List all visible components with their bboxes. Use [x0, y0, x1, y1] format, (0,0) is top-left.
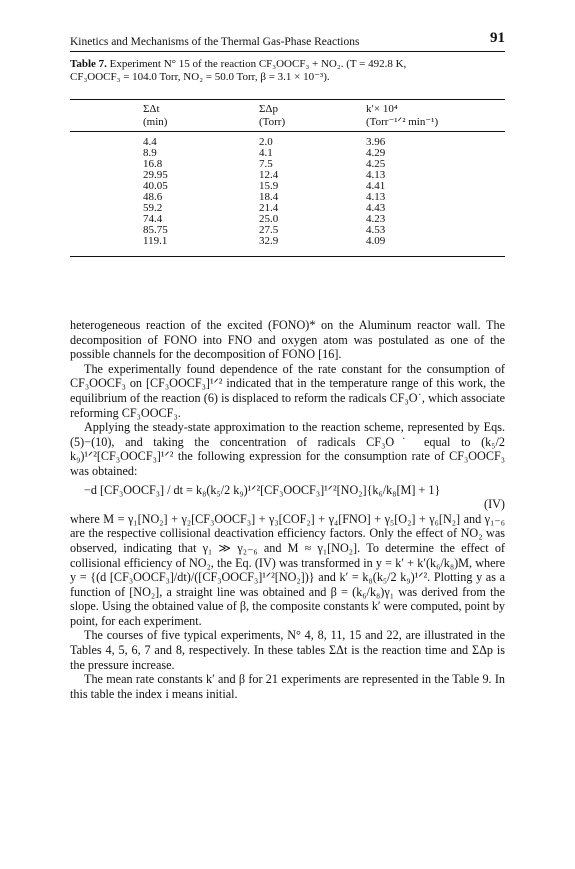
col-header-pressure: [233, 103, 347, 131]
cell-time: 48.6: [143, 191, 163, 203]
col-pressure-unit: (Torr): [259, 116, 286, 128]
running-title: Kinetics and Mechanisms of the Thermal Gas-Phase Reactions: [70, 36, 360, 48]
data-table: [70, 103, 505, 247]
cell-pressure: 7.5: [259, 158, 273, 170]
cell-time: 40.05: [143, 180, 168, 192]
cell-pressure: 27.5: [259, 224, 279, 236]
table-header-row: [70, 103, 505, 131]
equation-iv: [70, 483, 505, 512]
equation-text: −d [CF₃OOCF₃] / dt = k₈(k₅/2 k₉)¹ᐟ²[CF₃OOCF₃]¹ᐟ²[NO₂]{k₆/k₈[M] + 1}: [84, 482, 441, 497]
cell-pressure: 15.9: [259, 180, 279, 192]
cell-time: 4.4: [143, 136, 157, 148]
table-row: [70, 148, 505, 159]
paragraph-5: The courses of five typical experiments, N° 4, 8, 11, 15 and 22, are illustrated in the Tables 4, 5, 6, 7 and 8, respectively. In these tables ΣΔt is the reaction time and ΣΔp is the pressure increase.: [70, 628, 505, 672]
cell-pressure: 4.1: [259, 147, 273, 159]
equation-number: (IV): [484, 497, 505, 512]
cell-rate: 4.53: [366, 224, 386, 236]
table-header-rule: [70, 131, 505, 132]
cell-time: 74.4: [143, 213, 163, 225]
cell-pressure: 12.4: [259, 169, 279, 181]
paragraph-6: The mean rate constants k′ and β for 21 experiments are represented in the Table 9. In this table the index i means initial.: [70, 672, 505, 701]
cell-time: 29.95: [143, 169, 168, 181]
paragraph-3: Applying the steady-state approximation to the reaction scheme, represented by Eqs. (5)−(10), and taking the concentration of radicals CF₃O˙ equal to (k₅/2 k₉)¹ᐟ²[CF₃OOCF₃]¹ᐟ² the following expression for the consumption rate of CF₃OOCF₃ was obtained:: [70, 420, 505, 478]
col-time-unit: (min): [143, 116, 168, 128]
col-pressure-label: ΣΔp: [259, 103, 278, 115]
col-rate-unit: (Torr⁻¹ᐟ² min⁻¹): [366, 116, 439, 128]
table-row: [70, 170, 505, 181]
table-row: [70, 214, 505, 225]
cell-rate: 4.43: [366, 202, 386, 214]
cell-rate: 4.25: [366, 158, 386, 170]
table-caption: [70, 58, 505, 84]
cell-pressure: 18.4: [259, 191, 279, 203]
table-caption-line2: CF₃OOCF₃ = 104.0 Torr, NO₂ = 50.0 Torr, β = 3.1 × 10⁻³).: [70, 71, 330, 83]
table-row: [70, 192, 505, 203]
header-rule: [70, 51, 505, 52]
cell-time: 59.2: [143, 202, 163, 214]
cell-time: 85.75: [143, 224, 168, 236]
cell-rate: 4.41: [366, 180, 386, 192]
col-time-label: ΣΔt: [143, 103, 160, 115]
table-row: [70, 159, 505, 170]
table-row: [70, 131, 505, 148]
col-header-rate: [347, 103, 505, 131]
col-header-time: [70, 103, 233, 131]
table-caption-line1: Experiment N° 15 of the reaction CF₃OOCF₃ + NO₂. (T = 492.8 K,: [109, 58, 407, 70]
table-top-rule: [70, 99, 505, 100]
table-row: [70, 203, 505, 214]
cell-rate: 4.23: [366, 213, 386, 225]
table-caption-label: Table 7.: [70, 58, 107, 70]
cell-rate: 4.09: [366, 235, 386, 247]
cell-rate: 4.29: [366, 147, 386, 159]
table-row: [70, 225, 505, 236]
table-row: [70, 181, 505, 192]
table-row: [70, 236, 505, 247]
cell-rate: 4.13: [366, 169, 386, 181]
cell-time: 16.8: [143, 158, 163, 170]
cell-pressure: 2.0: [259, 136, 273, 148]
col-rate-label: k′× 10⁴: [366, 103, 398, 115]
cell-pressure: 21.4: [259, 202, 279, 214]
cell-rate: 4.13: [366, 191, 386, 203]
cell-time: 119.1: [143, 235, 168, 247]
cell-pressure: 25.0: [259, 213, 279, 225]
paragraph-4: where M = γ₁[NO₂] + γ₂[CF₃OOCF₃] + γ₃[COF₂] + γ₄[FNO] + γ₅[O₂] + γ₆[N₂] and γ₁₋₆ are the respective collisional deactivation efficiency factors. Only the effect of NO₂ was observed, indicating that γ₁ ≫ γ₂₋₆ and M ≈ γ₁[NO₂]. To determine the effect of collisional efficiency of NO₂, the Eq. (IV) was transformed in y = k′ + k′(k₆/k₈)M, where y = {(d [CF₃OOCF₃]/dt)/([CF₃OOCF₃]¹ᐟ²[NO₂])} and k′ = k₈(k₅/2 k₉)¹ᐟ². Plotting y as a function of [NO₂], a straight line was obtained and β = (k₆/k₈)γ₁ was derived from the slope. Using the obtained value of β, the composite constants k′ were computed, point by point, for each experiment.: [70, 511, 505, 628]
body-text: [70, 318, 505, 701]
paragraph-2: The experimentally found dependence of the rate constant for the consumption of CF₃OOCF₃ on [CF₃OOCF₃]¹ᐟ² indicated that in the temperature range of this work, the equilibrium of the reaction (6) is displaced to reform the radicals CF₃O˙, which associate reforming CF₃OOCF₃.: [70, 361, 505, 420]
paragraph-1: heterogeneous reaction of the excited (FONO)* on the Aluminum reactor wall. The decomposition of FONO into FNO and oxygen atom was postulated as one of the possible channels for the decomposition of FONO [16].: [70, 318, 505, 362]
page-number: 91: [490, 30, 505, 46]
cell-rate: 3.96: [366, 136, 386, 148]
table-bottom-rule: [70, 256, 505, 257]
cell-pressure: 32.9: [259, 235, 279, 247]
cell-time: 8.9: [143, 147, 157, 159]
